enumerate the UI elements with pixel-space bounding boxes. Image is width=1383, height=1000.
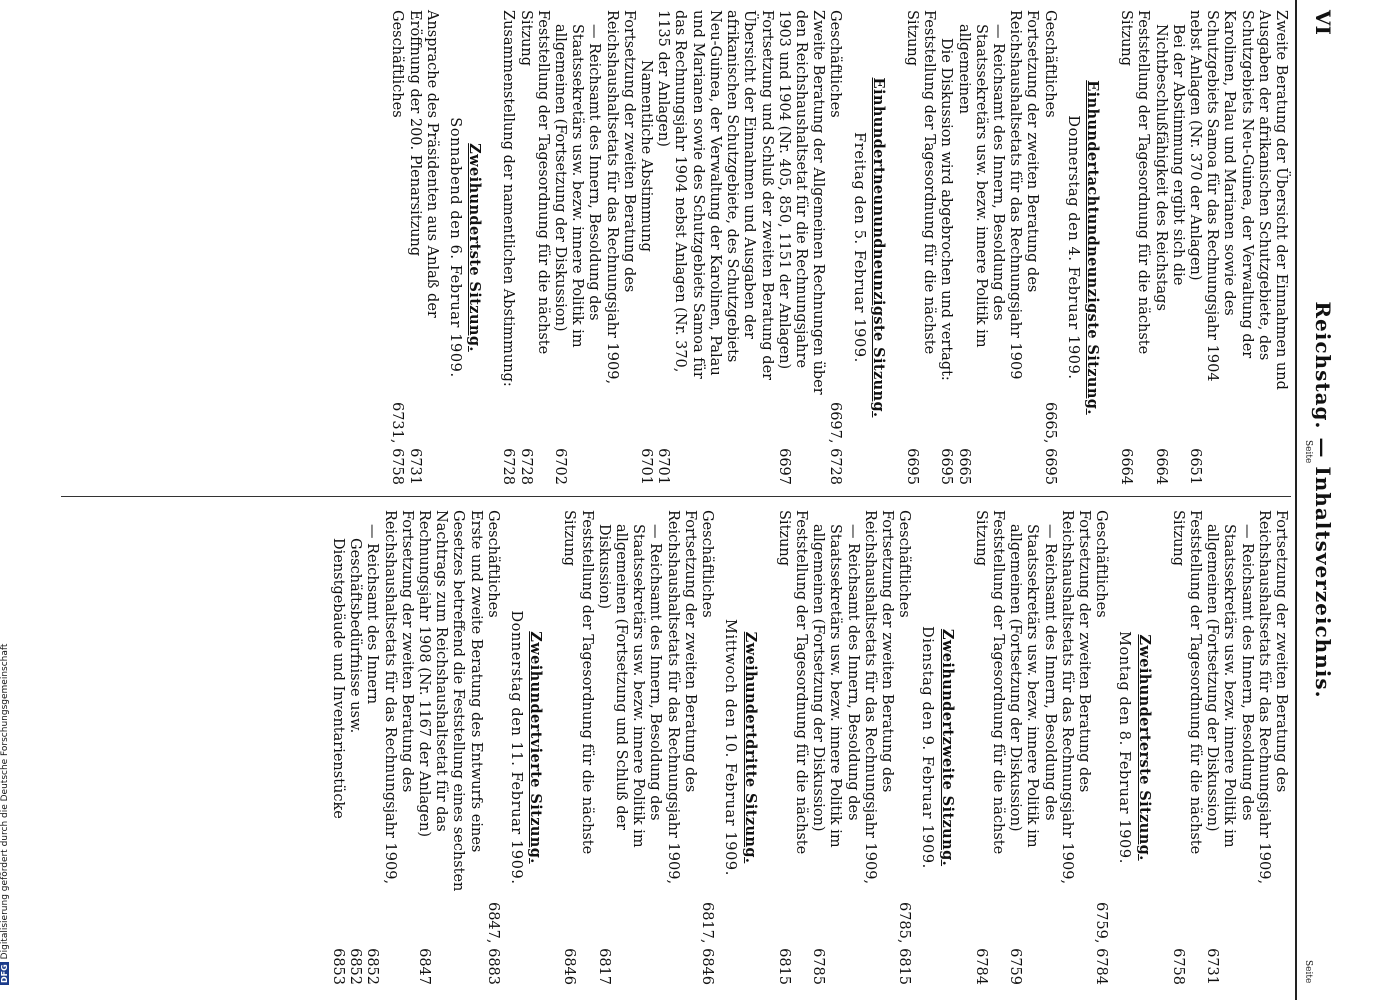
toc-entry-text: — Reichsamt des Innern <box>364 524 381 705</box>
toc-entry <box>775 10 827 485</box>
toc-entry <box>954 10 1006 485</box>
toc-entry-text: Feststellung der Tagesordnung für die nächste Sitzung <box>1169 510 1203 855</box>
toc-entry-page: 6701 <box>638 448 655 485</box>
toc-entry <box>826 10 843 485</box>
toc-entry-page: 6785, 6815 <box>896 901 913 985</box>
toc-entry <box>1203 510 1255 985</box>
toc-entry-page: 6784 <box>972 948 989 985</box>
toc-entry-text: Zweite Beratung der Übersicht der Einnahmen und Ausgaben der afrikanischen Schutzgebiete, des Schutzgebiets Neu-Guinea, der Verwaltung der Karolinen, Palau und Marianen sowie des Schutzgebiets Samoa für das Rechnungsjahr 1904 nebst Anlagen (Nr. 370 der Anlagen) <box>1186 10 1289 390</box>
toc-entry-text: Geschäftsbedürfnisse usw. <box>347 538 364 734</box>
toc-entry <box>380 510 414 985</box>
page-header <box>1295 0 1341 1000</box>
toc-entry <box>895 510 912 985</box>
toc-entry <box>388 10 405 485</box>
toc-entry-page: 6651 <box>1186 448 1203 485</box>
toc-entry-text: — Reichsamt des Innern, Besoldung des Staatssekretärs usw. bezw. innere Politik im allgemeinen <box>955 24 1006 348</box>
toc-entry-text: — Reichsamt des Innern, Besoldung des Staatssekretärs usw. bezw. innere Politik im allgemeinen (Fortsetzung der Diskussion) <box>1204 524 1255 848</box>
toc-entry-text: Feststellung der Tagesordnung für die nächste Sitzung <box>1118 10 1152 355</box>
toc-entry <box>499 10 516 485</box>
toc-entry-page: 6785 <box>810 948 827 985</box>
toc-entry-page: 6695 <box>938 448 955 485</box>
toc-entry <box>861 510 895 985</box>
toc-entry <box>775 510 809 985</box>
toc-entry <box>363 510 380 985</box>
toc-entry-text: — Reichsamt des Innern, Besoldung des Staatssekretärs usw. bezw. innere Politik im allgemeinen (Fortsetzung und Schluß der Diskussion) <box>595 524 664 848</box>
digitization-credit <box>0 585 14 985</box>
session-heading: Zweihundertzweite Sitzung. <box>938 628 956 867</box>
session-heading: Einhundertneunundneunzigste Sitzung. <box>869 77 887 418</box>
toc-entry <box>664 510 698 985</box>
seite-label-left: Seite <box>1303 440 1313 464</box>
toc-entry-page: 6695 <box>903 448 920 485</box>
seite-label-right: Seite <box>1303 960 1313 984</box>
session-heading: Zweihundertste Sitzung. <box>466 143 484 352</box>
toc-entry-text: Die Diskussion wird abgebrochen und vertagt: <box>938 38 955 381</box>
toc-entry-text: Geschäftliches <box>484 510 501 618</box>
toc-entry-text: — Reichsamt des Innern, Besoldung des Staatssekretärs usw. bezw. innere Politik im allgemeinen (Fortsetzung der Diskussion) <box>1007 524 1058 848</box>
toc-entry <box>602 10 636 485</box>
toc-entry-page: 6731 <box>406 448 423 485</box>
session-heading: Einhundertachtundneunzigste Sitzung. <box>1083 80 1101 415</box>
page-number: VI <box>1311 10 1335 35</box>
toc-entry-page: 6697 <box>775 448 792 485</box>
toc-entry-text: Geschäftliches <box>699 510 716 618</box>
toc-entry-page: 6731, 6758 <box>389 401 406 485</box>
toc-entry-text: Fortsetzung der zweiten Beratung des Reichshaushaltsetats für das Rechnungsjahr 1909, <box>861 510 895 885</box>
toc-entry-page: 6852 <box>364 948 381 985</box>
toc-entry <box>972 510 1006 985</box>
toc-entry-page: 6697, 6728 <box>827 401 844 485</box>
toc-entry-page: 6758 <box>1169 948 1186 985</box>
column-divider <box>61 496 1291 497</box>
toc-entry <box>1040 10 1057 485</box>
toc-entry-text: — Reichsamt des Innern, Besoldung des Staatssekretärs usw. bezw. innere Politik im allgemeinen (Fortsetzung der Diskussion) <box>810 524 861 848</box>
session-heading: Zweihundertdritte Sitzung. <box>741 631 759 864</box>
toc-entry-page: 6817 <box>595 948 612 985</box>
toc-entry <box>1151 10 1185 485</box>
toc-entry <box>346 510 363 985</box>
toc-entry-page: 6846 <box>561 948 578 985</box>
toc-entry-text: Geschäftliches <box>827 10 844 118</box>
toc-entry-page: 6815 <box>775 948 792 985</box>
toc-entry <box>516 10 550 485</box>
toc-entry <box>637 10 654 485</box>
toc-entry-text: Fortsetzung der zweiten Beratung des Reichshaushaltsetats für das Rechnungsjahr 1909, <box>1255 510 1289 885</box>
right-column <box>329 510 1289 985</box>
toc-entry-text: Fortsetzung und Schluß der zweiten Beratung der Übersicht der Einnahmen und Ausgaben der afrikanischen Schutzgebiete, des Schutzgebiets Neu-Guinea, der Verwaltung der Karolinen, Palau und Marianen sowie des Schutzgebiets Samoa für das Rechnungsjahr 1904 nebst Anlagen (Nr. 370, 1135 der Anlagen) <box>655 10 775 381</box>
toc-entry-text: Dienstgebäude und Inventarienstücke <box>330 538 347 819</box>
toc-entry <box>1169 510 1203 985</box>
toc-entry-text: Geschäftliches <box>896 510 913 618</box>
toc-entry-page: 6701 <box>655 448 672 485</box>
session-date: Sonnabend den 6. Februar 1909. <box>447 117 464 378</box>
toc-entry-text: Geschäftliches <box>1093 510 1110 618</box>
toc-entry-text: — Reichsamt des Innern, Besoldung des Staatssekretärs usw. bezw. innere Politik im allgemeinen (Fortsetzung der Diskussion) <box>552 24 603 348</box>
toc-entry-page: 6728 <box>500 448 517 485</box>
left-column <box>388 10 1289 485</box>
toc-entry-text: Feststellung der Tagesordnung für die nächste Sitzung <box>903 10 938 355</box>
dfg-logo: DFG <box>0 964 9 983</box>
toc-entry-page: 6847, 6883 <box>484 901 501 985</box>
toc-entry-text: Fortsetzung der zweiten Beratung des Reichshaushaltsetats für das Rechnungsjahr 1909, <box>664 510 698 885</box>
toc-entry <box>1006 10 1040 485</box>
session-date: Donnerstag den 11. Februar 1909. <box>508 610 525 885</box>
toc-entry-text: Feststellung der Tagesordnung für die nächste Sitzung <box>972 510 1006 855</box>
credit-text: Digitalisierung gefördert durch die Deutsche Forschungsgemeinschaft <box>0 643 10 960</box>
toc-entry-page: 6664 <box>1118 448 1135 485</box>
toc-entry-text: Bei der Abstimmung ergibt sich die Nichtbeschlußfähigkeit des Reichstags <box>1152 24 1186 311</box>
toc-entry <box>809 510 861 985</box>
toc-entry-text: Namentliche Abstimmung <box>638 60 655 252</box>
session-date: Freitag den 5. Februar 1909. <box>850 132 867 363</box>
toc-entry-text: Geschäftliches <box>389 10 406 118</box>
toc-entry-text: Erste und zweite Beratung des Entwurfs eines Gesetzes betreffend die Feststellung eines sechsten Nachtrags zum Reichshaushaltsetat für das Rechnungsjahr 1908 (Nr. 1167 der Anlagen) <box>416 510 484 892</box>
session-date: Donnerstag den 4. Februar 1909. <box>1064 115 1081 380</box>
toc-entry-page: 6664 <box>1152 448 1169 485</box>
toc-entry-text: Fortsetzung der zweiten Beratung des Reichshaushaltsetats für das Rechnungsjahr 1909, <box>603 10 637 385</box>
toc-entry <box>1058 510 1092 985</box>
toc-entry-text: Fortsetzung der zweiten Beratung des Reichshaushaltsetats für das Rechnungsjahr 1909, <box>1058 510 1092 885</box>
toc-entry-page: 6665 <box>955 448 972 485</box>
toc-entry <box>1006 510 1058 985</box>
toc-entry <box>560 510 594 985</box>
toc-entry <box>1092 510 1109 985</box>
toc-entry-text: Feststellung der Tagesordnung für die nächste Sitzung <box>561 510 595 855</box>
toc-entry-page: 6847 <box>416 948 433 985</box>
toc-entry-page: 6852 <box>347 948 364 985</box>
session-date: Montag den 8. Februar 1909. <box>1116 631 1133 864</box>
toc-entry-text: Zweite Beratung der Allgemeinen Rechnungen über den Reichshaushaltsetat für die Rechnungsjahre 1903 und 1904 (Nr. 405, 850, 1151 der Anlagen) <box>775 10 827 395</box>
toc-entry <box>937 10 954 485</box>
session-heading: Zweihundertvierte Sitzung. <box>527 631 545 864</box>
toc-entry-text: Feststellung der Tagesordnung für die nächste Sitzung <box>517 10 551 355</box>
toc-entry-page: 6665, 6695 <box>1041 401 1058 485</box>
toc-entry <box>415 510 484 985</box>
toc-entry-text: Fortsetzung der zweiten Beratung des Reichshaushaltsetats für das Rechnungsjahr 1909 <box>1007 10 1041 380</box>
toc-entry-page: 6731 <box>1204 948 1221 985</box>
session-heading: Zweihunderterste Sitzung. <box>1135 634 1153 861</box>
toc-entry <box>551 10 603 485</box>
rotated-page-content <box>41 0 1341 1000</box>
toc-entry-text: Feststellung der Tagesordnung für die nächste Sitzung <box>775 510 809 855</box>
toc-entry-text: Geschäftliches <box>1041 10 1058 118</box>
toc-entry-text: Zusammenstellung der namentlichen Abstimmung: <box>500 10 517 387</box>
toc-entry-page: 6759, 6784 <box>1093 901 1110 985</box>
toc-entry-page: 6702 <box>552 448 569 485</box>
toc-entry-page: 6759 <box>1007 948 1024 985</box>
toc-entry <box>329 510 346 985</box>
toc-entry-page: 6728 <box>517 448 534 485</box>
page-title: Reichstag. — Inhaltsverzeichnis. <box>1311 301 1335 699</box>
toc-entry-text: Fortsetzung der zweiten Beratung des Reichshaushaltsetats für das Rechnungsjahr 1909, <box>381 510 415 885</box>
toc-entry <box>484 510 501 985</box>
session-date: Mittwoch den 10. Februar 1909. <box>722 619 739 876</box>
toc-entry <box>1117 10 1151 485</box>
toc-entry-page: 6817, 6846 <box>699 901 716 985</box>
toc-entry <box>1255 510 1289 985</box>
toc-entry <box>698 510 715 985</box>
toc-entry <box>903 10 937 485</box>
toc-entry <box>595 510 664 985</box>
toc-entry <box>654 10 774 485</box>
toc-entry-text: Ansprache des Präsidenten aus Anlaß der Eröffnung der 200. Plenarsitzung <box>406 10 440 318</box>
session-date: Dienstag den 9. Februar 1909. <box>919 626 936 869</box>
toc-entry <box>405 10 439 485</box>
toc-entry-page: 6853 <box>330 948 347 985</box>
toc-entry <box>1186 10 1289 485</box>
